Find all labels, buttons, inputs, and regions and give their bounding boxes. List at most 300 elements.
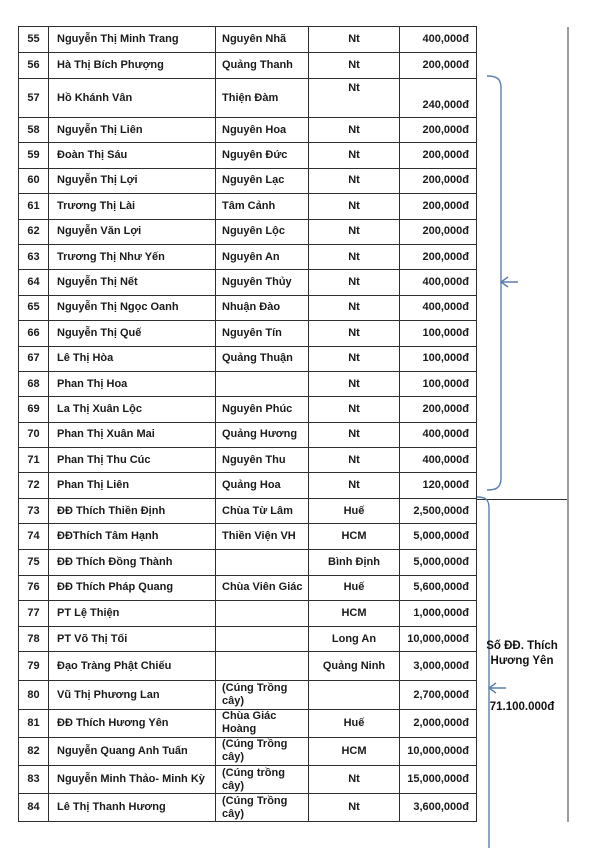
table-cell-name [49,194,215,218]
table-cell-text: 55 [27,33,40,45]
table-cell-text: Quảng Hương [222,428,298,441]
table-cell-text: Nguyên An [222,250,280,263]
table-cell-dharma [216,296,308,320]
table-cell-text: Nguyên Hoa [222,123,287,136]
table-cell-amount [400,473,476,497]
table-cell-no [19,499,48,524]
table-cell-text: 400,000đ [422,276,469,289]
table-cell-text: Nt [348,801,360,814]
table-cell-text: Nt [348,301,360,314]
table-cell-text: Nt [348,82,360,94]
table-cell-amount [400,118,476,142]
table-cell-name [49,710,215,737]
table-cell-location [309,220,399,244]
table-cell-text: Nt [348,276,360,289]
table-cell-location [309,524,399,549]
table-cell-location [309,143,399,167]
table-cell-text: 60 [27,174,40,187]
table-cell-amount [400,576,476,601]
table-cell-text: 120,000đ [422,479,469,492]
table-cell-dharma [216,79,308,117]
table-cell-dharma [216,397,308,421]
table-cell-text: (Cúng Trồng cây) [222,738,288,764]
table-cell-no [19,473,48,497]
table-cell-text: Thiện Đàm [222,91,279,104]
table-cell-amount [400,681,476,708]
table-cell-dharma [216,143,308,167]
table-cell-amount [400,448,476,472]
table-cell-text: Nt [348,59,360,71]
table-cell-no [19,245,48,269]
table-cell-name [49,143,215,167]
table-cell-text: 68 [27,377,40,390]
table-cell-dharma [216,627,308,652]
table-cell-text: Hà Thị Bích Phượng [57,59,164,71]
table-cell-dharma [216,53,308,78]
table-cell-text: 66 [27,326,40,339]
table-cell-text: 58 [27,123,40,136]
table-cell-location [309,681,399,708]
table-cell-name [49,448,215,472]
table-cell-name [49,423,215,447]
table-cell-name [49,601,215,626]
table-cell-text: Quảng Thuận [222,352,293,365]
table-cell-location [309,738,399,765]
table-cell-text: 75 [27,555,40,568]
table-cell-location [309,499,399,524]
table-cell-text: Nt [348,377,360,390]
table-cell-text: 400,000đ [422,301,469,314]
table-cell-location [309,710,399,737]
table-cell-text: Phan Thị Liên [57,479,130,492]
table-cell-no [19,220,48,244]
table-cell-location [309,423,399,447]
table-cell-no [19,601,48,626]
table-cell-location [309,169,399,193]
table-cell-dharma [216,550,308,575]
table-cell-text: 65 [27,301,40,314]
table-cell-dharma [216,321,308,345]
table-cell-text: (Cúng Trồng cây) [222,794,288,820]
table-cell-location [309,601,399,626]
table-cell-dharma [216,738,308,765]
table-cell-no [19,118,48,142]
table-cell-name [49,53,215,78]
table-cell-text: 5,600,000đ [413,581,469,594]
table-cell-text: 2,000,000đ [413,716,469,729]
table-cell-amount [400,194,476,218]
table-cell-amount [400,524,476,549]
table-cell-name [49,321,215,345]
table-cell-text: Nguyên Phúc [222,402,293,415]
table-cell-name [49,550,215,575]
table-cell-text: 79 [27,659,40,672]
table-cell-name [49,397,215,421]
table-cell-amount [400,143,476,167]
table-cell-no [19,296,48,320]
table-cell-name [49,220,215,244]
table-cell-text: 76 [27,581,40,594]
table-cell-location [309,270,399,294]
table-cell-text: 10,000,000đ [407,632,469,645]
table-cell-dharma [216,423,308,447]
annotation-group-total: 71.100.000đ [489,701,555,713]
table-cell-name [49,270,215,294]
table-cell-amount [400,321,476,345]
table-cell-text: 200,000đ [422,149,469,162]
table-cell-name [49,372,215,396]
table-cell-name [49,524,215,549]
table-cell-amount [400,738,476,765]
table-cell-text: Nguyễn Thị Nết [57,276,138,289]
table-cell-location [309,473,399,497]
table-cell-name [49,169,215,193]
table-cell-no [19,550,48,575]
table-cell-text: Nguyễn Thị Lợi [57,174,138,187]
brace-upper-group-icon [485,74,521,494]
table-cell-name [49,627,215,652]
table-cell-dharma [216,473,308,497]
table-cell-no [19,738,48,765]
table-cell-text: Nguyên Nhã [222,33,287,45]
table-cell-no [19,27,48,52]
table-cell-no [19,710,48,737]
table-cell-amount [400,423,476,447]
table-cell-name [49,296,215,320]
table-cell-amount [400,652,476,680]
table-cell-location [309,397,399,421]
table-cell-text: PT Võ Thị Tối [57,632,128,645]
table-cell-text: 83 [27,773,40,786]
table-cell-amount [400,766,476,793]
table-cell-location [309,372,399,396]
table-cell-text: 400,000đ [422,453,469,466]
table-cell-no [19,766,48,793]
table-cell-location [309,27,399,52]
table-cell-text: Chùa Giác Hoàng [222,710,277,736]
table-cell-no [19,194,48,218]
table-cell-text: Nguyễn Minh Thảo- Minh Kỳ [57,773,205,786]
table-cell-text: HCM [341,607,367,620]
table-cell-amount [400,245,476,269]
table-cell-text: Lê Thị Thanh Hương [57,801,166,814]
table-cell-text: 82 [27,744,40,757]
table-cell-text: 200,000đ [422,402,469,415]
table-cell-amount [400,710,476,737]
table-cell-text: (Cúng Trồng cây) [222,682,288,708]
table-cell-amount [400,270,476,294]
table-cell-text: Nguyễn Quang Anh Tuấn [57,744,188,757]
table-cell-location [309,79,399,117]
table-cell-text: 57 [27,91,40,104]
table-cell-dharma [216,681,308,708]
table-cell-location [309,53,399,78]
brace-lower-group-icon [476,495,512,848]
table-cell-text: Bình Định [328,555,380,568]
table-cell-text: 200,000đ [422,174,469,187]
table-cell-dharma [216,347,308,371]
table-cell-text: 2,500,000đ [413,504,469,517]
table-cell-text: Thiền Viện VH [222,530,296,543]
table-cell-text: 2,700,000đ [413,688,469,701]
table-cell-dharma [216,576,308,601]
table-cell-text: 1,000,000đ [413,607,469,620]
table-cell-text: 73 [27,504,40,517]
table-cell-no [19,397,48,421]
table-cell-text: Nt [348,225,360,238]
table-cell-location [309,296,399,320]
table-cell-dharma [216,601,308,626]
table-cell-amount [400,372,476,396]
table-cell-amount [400,627,476,652]
table-cell-text: 15,000,000đ [407,773,469,786]
table-cell-text: 3,600,000đ [413,801,469,814]
table-cell-text: 200,000đ [422,250,469,263]
table-cell-text: 78 [27,632,40,645]
table-cell-text: 200,000đ [422,59,469,71]
table-cell-text: Nguyễn Văn Lợi [57,225,142,238]
table-cell-name [49,347,215,371]
table-cell-dharma [216,118,308,142]
table-cell-location [309,448,399,472]
table-cell-text: Nt [348,123,360,136]
table-cell-amount [400,296,476,320]
table-cell-no [19,169,48,193]
table-cell-text: Lê Thị Hòa [57,352,114,365]
table-cell-text: Nguyên Tín [222,326,282,339]
table-cell-text: Nhuận Đào [222,301,281,314]
table-cell-text: 10,000,000đ [407,744,469,757]
table-cell-amount [400,27,476,52]
table-cell-name [49,245,215,269]
annotation-group-label: Số ĐĐ. Thích Hương Yên [486,640,558,667]
table-cell-text: 200,000đ [422,123,469,136]
table-cell-text: Nguyễn Thị Liên [57,123,143,136]
table-cell-dharma [216,652,308,680]
table-cell-text: Nt [348,199,360,212]
table-cell-location [309,550,399,575]
table-cell-dharma [216,499,308,524]
table-cell-text: 100,000đ [422,352,469,365]
table-cell-text: Nt [348,352,360,365]
table-cell-text: 81 [27,716,40,729]
table-cell-text: Đạo Tràng Phật Chiếu [57,659,172,672]
table-cell-text: ĐĐ Thích Pháp Quang [57,581,174,594]
table-cell-text: Nguyên Thủy [222,276,292,289]
table-cell-no [19,79,48,117]
table-cell-text: 200,000đ [422,199,469,212]
table-cell-amount [400,169,476,193]
table-cell-text: 100,000đ [422,326,469,339]
table-cell-name [49,766,215,793]
table-cell-no [19,321,48,345]
table-cell-text: Nt [348,773,360,786]
table-cell-text: 71 [27,453,40,466]
table-cell-text: Nguyễn Thị Quế [57,326,142,339]
annotation-divider-line [477,499,567,500]
table-cell-name [49,794,215,821]
table-cell-name [49,79,215,117]
table-cell-text: Trương Thị Như Yến [57,250,165,263]
table-cell-text: Nguyên Lạc [222,174,285,187]
donation-table [18,26,477,822]
table-cell-text: Long An [331,632,377,645]
table-cell-text: Nt [348,453,360,466]
table-cell-amount [400,550,476,575]
table-cell-text: La Thị Xuân Lộc [57,402,142,415]
table-cell-text: 69 [27,402,40,415]
table-cell-no [19,576,48,601]
table-cell-name [49,27,215,52]
table-cell-location [309,245,399,269]
table-cell-text: 200,000đ [422,225,469,238]
table-cell-text: Nt [348,174,360,187]
table-cell-amount [400,53,476,78]
table-cell-text: Nguyễn Thị Ngọc Oanh [57,301,179,314]
table-cell-text: Nt [348,428,360,441]
table-cell-text: (Cúng trồng cây) [222,766,285,792]
table-cell-dharma [216,766,308,793]
table-cell-dharma [216,194,308,218]
table-cell-dharma [216,169,308,193]
table-cell-no [19,347,48,371]
table-cell-text: HCM [341,744,367,757]
table-cell-text: Tâm Cảnh [222,199,276,212]
table-cell-text: Phan Thị Xuân Mai [57,428,155,441]
table-cell-name [49,576,215,601]
table-cell-text: ĐĐThích Tâm Hạnh [57,530,159,543]
table-cell-text: Chùa Từ Lâm [222,504,293,517]
table-cell-amount [400,499,476,524]
table-cell-name [49,652,215,680]
table-cell-amount [400,601,476,626]
table-cell-location [309,576,399,601]
table-cell-no [19,681,48,708]
table-cell-no [19,794,48,821]
table-cell-amount [400,794,476,821]
table-cell-text: 67 [27,352,40,365]
table-cell-dharma [216,27,308,52]
table-cell-text: Quảng Thanh [222,59,293,71]
table-cell-name [49,738,215,765]
table-cell-amount [400,220,476,244]
table-cell-dharma [216,448,308,472]
table-cell-dharma [216,794,308,821]
table-cell-text: Phan Thị Hoa [57,377,128,390]
table-cell-text: Chùa Viên Giác [222,581,303,594]
table-cell-text: Nt [348,402,360,415]
table-cell-text: Nguyên Lộc [222,225,285,238]
table-cell-text: Huế [343,716,365,729]
table-cell-text: PT Lệ Thiện [57,607,120,620]
table-cell-text: 59 [27,149,40,162]
table-cell-text: Nguyễn Thị Minh Trang [57,33,179,45]
table-cell-text: 72 [27,479,40,492]
annotation-column-right-border [567,27,569,822]
table-cell-text: 84 [27,801,40,814]
table-cell-location [309,794,399,821]
table-cell-text: Quảng Hoa [222,479,281,492]
table-cell-no [19,627,48,652]
table-cell-text: Nguyên Đức [222,149,288,162]
table-cell-text: Huế [343,504,365,517]
table-cell-text: Trương Thị Lài [57,199,136,212]
table-cell-text: 64 [27,276,40,289]
table-cell-amount [400,347,476,371]
table-cell-no [19,448,48,472]
table-cell-dharma [216,524,308,549]
table-cell-text: 61 [27,199,40,212]
table-cell-text: 74 [27,530,40,543]
table-cell-text: Nguyên Thu [222,453,286,466]
table-cell-no [19,53,48,78]
table-cell-dharma [216,270,308,294]
table-cell-text: Đoàn Thị Sáu [57,149,128,162]
table-cell-text: 56 [27,59,40,71]
table-cell-dharma [216,245,308,269]
table-cell-text: ĐĐ Thích Hương Yên [57,716,169,729]
table-cell-dharma [216,710,308,737]
table-cell-amount [400,397,476,421]
table-cell-name [49,118,215,142]
table-cell-text: 3,000,000đ [413,659,469,672]
table-cell-text: Phan Thị Thu Cúc [57,453,151,466]
table-cell-text: 5,000,000đ [413,530,469,543]
table-cell-text: 77 [27,607,40,620]
table-cell-text: 62 [27,225,40,238]
table-cell-text: 63 [27,250,40,263]
table-cell-text: 80 [27,688,40,701]
table-cell-no [19,524,48,549]
table-cell-text: 100,000đ [422,377,469,390]
table-cell-name [49,681,215,708]
table-cell-text: 400,000đ [422,33,469,45]
table-cell-text: 400,000đ [422,428,469,441]
table-cell-location [309,766,399,793]
table-cell-text: Huế [343,581,365,594]
table-cell-no [19,652,48,680]
table-cell-location [309,347,399,371]
table-cell-dharma [216,372,308,396]
table-cell-text: Hồ Khánh Vân [57,91,133,104]
table-cell-no [19,423,48,447]
table-cell-text: Nt [348,149,360,162]
table-cell-text: Vũ Thị Phương Lan [57,688,160,701]
table-cell-text: HCM [341,530,367,543]
table-cell-dharma [216,220,308,244]
table-cell-no [19,270,48,294]
table-cell-amount [400,79,476,117]
table-cell-name [49,499,215,524]
table-cell-text: ĐĐ Thích Thiền Định [57,504,166,517]
table-cell-location [309,194,399,218]
table-cell-text: Nt [348,326,360,339]
table-cell-location [309,118,399,142]
table-cell-text: Nt [348,479,360,492]
table-cell-location [309,321,399,345]
table-cell-location [309,652,399,680]
table-cell-text: 70 [27,428,40,441]
table-cell-text: 240,000đ [422,99,469,111]
table-cell-text: Nt [348,33,360,45]
table-cell-text: ĐĐ Thích Đồng Thành [57,555,173,568]
table-cell-text: Quảng Ninh [322,659,386,672]
table-cell-name [49,473,215,497]
table-cell-text: 5,000,000đ [413,555,469,568]
table-cell-no [19,372,48,396]
table-cell-text: Nt [348,250,360,263]
table-cell-no [19,143,48,167]
